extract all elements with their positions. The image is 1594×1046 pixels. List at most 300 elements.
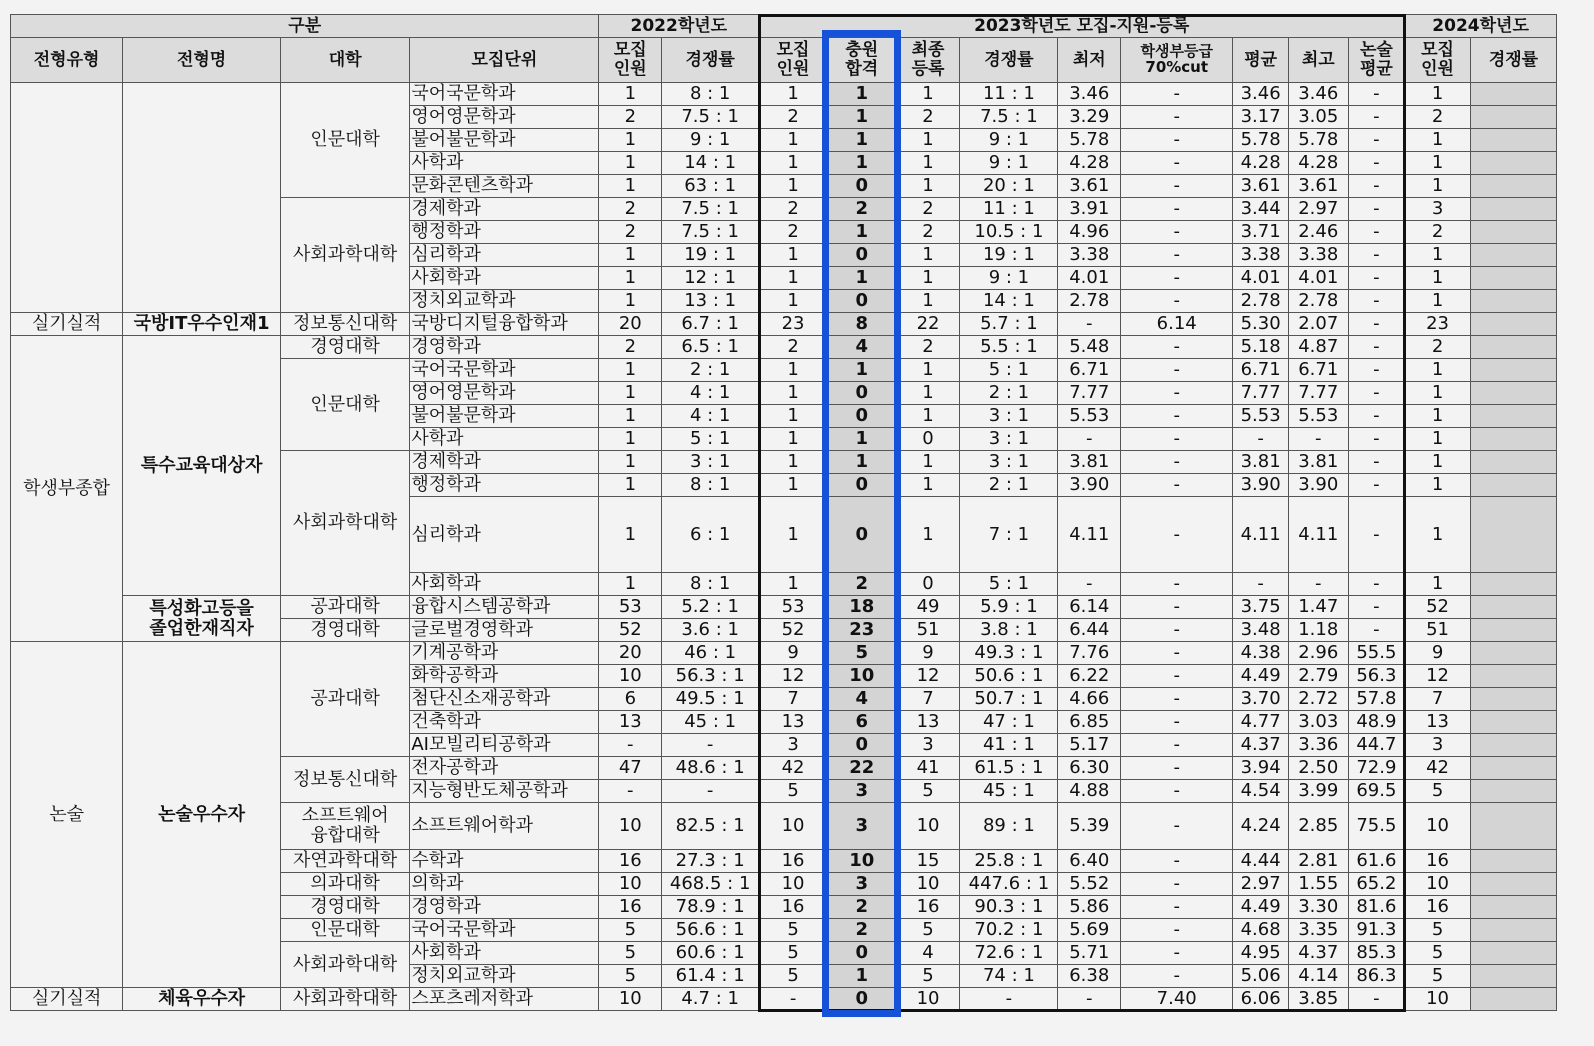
cell-rate-2022: - xyxy=(662,780,759,803)
cell-rate-2022: 4 : 1 xyxy=(662,405,759,428)
cell-recruit-2024: 1 xyxy=(1405,382,1471,405)
cell-min: 3.29 xyxy=(1058,106,1121,129)
cell-final: 2 xyxy=(896,336,960,359)
cell-recruit-2024: 1 xyxy=(1405,428,1471,451)
cell-final: 1 xyxy=(896,451,960,474)
cell-recruit-2022: 1 xyxy=(599,244,662,267)
cell-avg: 4.49 xyxy=(1233,665,1289,688)
col-header-type: 전형유형 xyxy=(11,38,123,83)
cell-max: 5.53 xyxy=(1288,405,1348,428)
cell-max: 3.90 xyxy=(1288,474,1348,497)
cell-recruit-2023: 5 xyxy=(759,942,828,965)
cell-recruit-2024: 2 xyxy=(1405,221,1471,244)
cell-unit: 경영학과 xyxy=(410,896,599,919)
cell-max: 3.30 xyxy=(1288,896,1348,919)
cell-rate-2023: 49.3 : 1 xyxy=(960,642,1058,665)
cell-chung: 0 xyxy=(827,175,896,198)
cell-rate-2022: 3.6 : 1 xyxy=(662,619,759,642)
cell-recruit-2023: 9 xyxy=(759,642,828,665)
cell-recruit-2022: 10 xyxy=(599,665,662,688)
cell-recruit-2022: 20 xyxy=(599,642,662,665)
header-2024: 2024학년도 xyxy=(1405,15,1557,38)
cell-min: 3.38 xyxy=(1058,244,1121,267)
cell-unit: AI모빌리티공학과 xyxy=(410,734,599,757)
cell-recruit-2022: 1 xyxy=(599,405,662,428)
cell-chung: 2 xyxy=(827,919,896,942)
header-2022: 2022학년도 xyxy=(599,15,759,38)
cell-chung: 1 xyxy=(827,106,896,129)
table-row xyxy=(11,988,1557,1011)
cell-max: 4.11 xyxy=(1288,497,1348,573)
cell-rate-2023: 19 : 1 xyxy=(960,244,1058,267)
cell-rate-2024 xyxy=(1470,919,1556,942)
cell-chung: 2 xyxy=(827,896,896,919)
cell-max: 2.97 xyxy=(1288,198,1348,221)
cell-rate-2022: 8 : 1 xyxy=(662,83,759,106)
cell-cut: - xyxy=(1121,129,1233,152)
cell-rate-2022: 6 : 1 xyxy=(662,497,759,573)
cell-cut: - xyxy=(1121,152,1233,175)
cell-recruit-2023: 3 xyxy=(759,734,828,757)
cell-type: 논술 xyxy=(11,642,123,988)
cell-recruit-2024: 3 xyxy=(1405,734,1471,757)
cell-essay: - xyxy=(1348,474,1405,497)
cell-chung: 18 xyxy=(827,596,896,619)
cell-cut: - xyxy=(1121,198,1233,221)
cell-essay: - xyxy=(1348,106,1405,129)
cell-avg: 4.95 xyxy=(1233,942,1289,965)
cell-essay: 81.6 xyxy=(1348,896,1405,919)
cell-rate-2022: 46 : 1 xyxy=(662,642,759,665)
cell-chung: 10 xyxy=(827,850,896,873)
cell-recruit-2024: 1 xyxy=(1405,405,1471,428)
cell-college: 인문대학 xyxy=(280,919,409,942)
cell-recruit-2022: 2 xyxy=(599,336,662,359)
cell-final: 1 xyxy=(896,83,960,106)
cell-avg: 3.44 xyxy=(1233,198,1289,221)
cell-recruit-2024: 12 xyxy=(1405,665,1471,688)
cell-final: 0 xyxy=(896,428,960,451)
cell-max: 2.46 xyxy=(1288,221,1348,244)
cell-final: 2 xyxy=(896,221,960,244)
cell-recruit-2023: 1 xyxy=(759,573,828,596)
cell-recruit-2024: 10 xyxy=(1405,988,1471,1011)
cell-cut: - xyxy=(1121,619,1233,642)
cell-cut: - xyxy=(1121,359,1233,382)
cell-recruit-2022: 1 xyxy=(599,83,662,106)
cell-recruit-2022: 16 xyxy=(599,850,662,873)
cell-chung: 1 xyxy=(827,428,896,451)
cell-rate-2024 xyxy=(1470,596,1556,619)
table-row xyxy=(11,83,1557,106)
cell-rate-2024 xyxy=(1470,106,1556,129)
cell-recruit-2023: 10 xyxy=(759,873,828,896)
cell-college: 인문대학 xyxy=(280,359,409,451)
cell-rate-2022: 19 : 1 xyxy=(662,244,759,267)
cell-unit: 영어영문학과 xyxy=(410,382,599,405)
cell-chung: 1 xyxy=(827,451,896,474)
cell-unit: 경제학과 xyxy=(410,451,599,474)
cell-recruit-2022: 10 xyxy=(599,873,662,896)
cell-min: 7.76 xyxy=(1058,642,1121,665)
cell-recruit-2023: 5 xyxy=(759,965,828,988)
cell-essay: 55.5 xyxy=(1348,642,1405,665)
cell-max: 2.78 xyxy=(1288,290,1348,313)
cell-college: 사회과학대학 xyxy=(280,988,409,1011)
cell-chung: 3 xyxy=(827,780,896,803)
cell-essay: - xyxy=(1348,988,1405,1011)
cell-recruit-2022: 1 xyxy=(599,474,662,497)
cell-final: 1 xyxy=(896,359,960,382)
cell-avg: 3.71 xyxy=(1233,221,1289,244)
header-2023: 2023학년도 모집-지원-등록 xyxy=(759,15,1405,38)
cell-recruit-2023: 1 xyxy=(759,267,828,290)
cell-avg: 4.68 xyxy=(1233,919,1289,942)
cell-min: 4.88 xyxy=(1058,780,1121,803)
table-row xyxy=(11,336,1557,359)
cell-rate-2023: 7.5 : 1 xyxy=(960,106,1058,129)
cell-college: 소프트웨어 융합대학 xyxy=(280,803,409,850)
cell-unit: 정치외교학과 xyxy=(410,965,599,988)
cell-final: 1 xyxy=(896,129,960,152)
cell-essay: - xyxy=(1348,152,1405,175)
cell-max: 3.61 xyxy=(1288,175,1348,198)
cell-recruit-2023: 42 xyxy=(759,757,828,780)
cell-recruit-2023: 53 xyxy=(759,596,828,619)
cell-avg: 4.24 xyxy=(1233,803,1289,850)
cell-max: 4.28 xyxy=(1288,152,1348,175)
col-header-name: 전형명 xyxy=(123,38,281,83)
cell-min: 6.85 xyxy=(1058,711,1121,734)
cell-rate-2023: 70.2 : 1 xyxy=(960,919,1058,942)
cell-recruit-2023: 2 xyxy=(759,221,828,244)
cell-min: 7.77 xyxy=(1058,382,1121,405)
cell-max: 2.07 xyxy=(1288,313,1348,336)
cell-rate-2022: 7.5 : 1 xyxy=(662,198,759,221)
cell-rate-2022: 48.6 : 1 xyxy=(662,757,759,780)
cell-chung: 0 xyxy=(827,474,896,497)
col-header-rate-2023: 경쟁률 xyxy=(960,38,1058,83)
cell-rate-2024 xyxy=(1470,129,1556,152)
cell-recruit-2023: 1 xyxy=(759,451,828,474)
cell-name: 국방IT우수인재1 xyxy=(123,313,281,336)
cell-rate-2022: 6.5 : 1 xyxy=(662,336,759,359)
cell-max: - xyxy=(1288,573,1348,596)
cell-final: 1 xyxy=(896,175,960,198)
table-row xyxy=(11,642,1557,665)
col-header-recruit-2023: 모집 인원 xyxy=(759,38,828,83)
cell-recruit-2023: 1 xyxy=(759,428,828,451)
cell-cut: - xyxy=(1121,267,1233,290)
cell-avg: 4.28 xyxy=(1233,152,1289,175)
cell-chung: 1 xyxy=(827,221,896,244)
cell-max: 2.96 xyxy=(1288,642,1348,665)
cell-chung: 0 xyxy=(827,244,896,267)
cell-unit: 글로벌경영학과 xyxy=(410,619,599,642)
cell-unit: 스포츠레저학과 xyxy=(410,988,599,1011)
cell-unit: 국어국문학과 xyxy=(410,83,599,106)
cell-rate-2022: 63 : 1 xyxy=(662,175,759,198)
cell-rate-2023: 9 : 1 xyxy=(960,129,1058,152)
cell-rate-2023: 74 : 1 xyxy=(960,965,1058,988)
cell-min: 3.91 xyxy=(1058,198,1121,221)
cell-final: 15 xyxy=(896,850,960,873)
cell-rate-2022: 6.7 : 1 xyxy=(662,313,759,336)
cell-rate-2024 xyxy=(1470,359,1556,382)
cell-min: 6.71 xyxy=(1058,359,1121,382)
cell-rate-2022: 60.6 : 1 xyxy=(662,942,759,965)
cell-essay: - xyxy=(1348,573,1405,596)
cell-college: 자연과학대학 xyxy=(280,850,409,873)
cell-rate-2023: 14 : 1 xyxy=(960,290,1058,313)
cell-rate-2022: 82.5 : 1 xyxy=(662,803,759,850)
cell-cut: - xyxy=(1121,711,1233,734)
cell-unit: 수학과 xyxy=(410,850,599,873)
cell-unit: 화학공학과 xyxy=(410,665,599,688)
cell-recruit-2023: 1 xyxy=(759,359,828,382)
cell-recruit-2023: 5 xyxy=(759,919,828,942)
cell-recruit-2023: 13 xyxy=(759,711,828,734)
cell-rate-2024 xyxy=(1470,665,1556,688)
cell-essay: 72.9 xyxy=(1348,757,1405,780)
cell-max: 1.55 xyxy=(1288,873,1348,896)
cell-max: 3.36 xyxy=(1288,734,1348,757)
cell-rate-2024 xyxy=(1470,451,1556,474)
cell-chung: 4 xyxy=(827,688,896,711)
cell-recruit-2023: 2 xyxy=(759,336,828,359)
cell-recruit-2022: 5 xyxy=(599,942,662,965)
cell-name: 특수교육대상자 xyxy=(123,336,281,596)
cell-min: 4.66 xyxy=(1058,688,1121,711)
cell-chung: 1 xyxy=(827,965,896,988)
cell-recruit-2023: 16 xyxy=(759,850,828,873)
cell-recruit-2023: 1 xyxy=(759,405,828,428)
cell-essay: - xyxy=(1348,336,1405,359)
cell-recruit-2023: 1 xyxy=(759,175,828,198)
cell-max: 4.14 xyxy=(1288,965,1348,988)
cell-max: 3.03 xyxy=(1288,711,1348,734)
cell-final: 22 xyxy=(896,313,960,336)
cell-cut: - xyxy=(1121,405,1233,428)
cell-final: 4 xyxy=(896,942,960,965)
cell-rate-2023: 89 : 1 xyxy=(960,803,1058,850)
cell-chung: 0 xyxy=(827,405,896,428)
cell-max: 1.18 xyxy=(1288,619,1348,642)
cell-recruit-2023: - xyxy=(759,988,828,1011)
cell-recruit-2024: 2 xyxy=(1405,336,1471,359)
cell-rate-2023: 9 : 1 xyxy=(960,152,1058,175)
cell-cut: - xyxy=(1121,336,1233,359)
cell-college: 정보통신대학 xyxy=(280,313,409,336)
cell-unit: 국어국문학과 xyxy=(410,919,599,942)
cell-avg: 6.06 xyxy=(1233,988,1289,1011)
cell-rate-2024 xyxy=(1470,642,1556,665)
cell-recruit-2024: 16 xyxy=(1405,850,1471,873)
cell-recruit-2024: 5 xyxy=(1405,780,1471,803)
cell-unit: 기계공학과 xyxy=(410,642,599,665)
cell-college: 사회과학대학 xyxy=(280,451,409,596)
cell-unit: 정치외교학과 xyxy=(410,290,599,313)
cell-chung: 1 xyxy=(827,129,896,152)
cell-unit: 소프트웨어학과 xyxy=(410,803,599,850)
cell-rate-2023: 50.6 : 1 xyxy=(960,665,1058,688)
cell-avg: 3.48 xyxy=(1233,619,1289,642)
cell-final: 1 xyxy=(896,290,960,313)
cell-name: 특성화고등을 졸업한재직자 xyxy=(123,596,281,642)
cell-unit: 행정학과 xyxy=(410,474,599,497)
col-header-college: 대학 xyxy=(280,38,409,83)
cell-recruit-2024: 5 xyxy=(1405,965,1471,988)
cell-max: 3.46 xyxy=(1288,83,1348,106)
col-header-max: 최고 xyxy=(1288,38,1348,83)
cell-rate-2024 xyxy=(1470,152,1556,175)
cell-cut: - xyxy=(1121,451,1233,474)
cell-essay: 86.3 xyxy=(1348,965,1405,988)
cell-recruit-2024: 2 xyxy=(1405,106,1471,129)
cell-rate-2024 xyxy=(1470,988,1556,1011)
cell-rate-2023: 2 : 1 xyxy=(960,382,1058,405)
cell-final: 5 xyxy=(896,965,960,988)
cell-cut: - xyxy=(1121,965,1233,988)
cell-recruit-2022: 5 xyxy=(599,965,662,988)
cell-chung: 1 xyxy=(827,267,896,290)
cell-rate-2023: 5.9 : 1 xyxy=(960,596,1058,619)
cell-recruit-2023: 1 xyxy=(759,497,828,573)
cell-cut: - xyxy=(1121,382,1233,405)
cell-recruit-2022: 1 xyxy=(599,359,662,382)
cell-rate-2023: 9 : 1 xyxy=(960,267,1058,290)
cell-cut: - xyxy=(1121,244,1233,267)
cell-avg: 5.30 xyxy=(1233,313,1289,336)
cell-cut: - xyxy=(1121,757,1233,780)
cell-recruit-2024: 10 xyxy=(1405,873,1471,896)
cell-rate-2024 xyxy=(1470,497,1556,573)
cell-rate-2024 xyxy=(1470,803,1556,850)
cell-rate-2024 xyxy=(1470,313,1556,336)
cell-max: 4.87 xyxy=(1288,336,1348,359)
cell-rate-2022: 7.5 : 1 xyxy=(662,221,759,244)
cell-cut: - xyxy=(1121,873,1233,896)
cell-final: 7 xyxy=(896,688,960,711)
cell-rate-2023: 72.6 : 1 xyxy=(960,942,1058,965)
cell-final: 12 xyxy=(896,665,960,688)
cell-rate-2023: 41 : 1 xyxy=(960,734,1058,757)
cell-rate-2024 xyxy=(1470,573,1556,596)
cell-avg: 4.38 xyxy=(1233,642,1289,665)
cell-rate-2022: 5 : 1 xyxy=(662,428,759,451)
cell-recruit-2024: 10 xyxy=(1405,803,1471,850)
cell-cut: - xyxy=(1121,596,1233,619)
cell-essay: - xyxy=(1348,267,1405,290)
col-header-recruit-2022: 모집 인원 xyxy=(599,38,662,83)
cell-final: 1 xyxy=(896,382,960,405)
cell-min: 4.01 xyxy=(1058,267,1121,290)
cell-essay: - xyxy=(1348,405,1405,428)
cell-recruit-2024: 1 xyxy=(1405,497,1471,573)
cell-rate-2024 xyxy=(1470,474,1556,497)
cell-final: 5 xyxy=(896,780,960,803)
cell-essay: - xyxy=(1348,382,1405,405)
cell-name: 체육우수자 xyxy=(123,988,281,1011)
cell-recruit-2022: 1 xyxy=(599,129,662,152)
cell-rate-2024 xyxy=(1470,619,1556,642)
cell-rate-2024 xyxy=(1470,688,1556,711)
cell-rate-2023: 11 : 1 xyxy=(960,198,1058,221)
cell-recruit-2024: 16 xyxy=(1405,896,1471,919)
cell-min: 3.46 xyxy=(1058,83,1121,106)
cell-recruit-2023: 1 xyxy=(759,152,828,175)
cell-unit: 건축학과 xyxy=(410,711,599,734)
cell-name xyxy=(123,83,281,313)
cell-min: - xyxy=(1058,428,1121,451)
cell-rate-2024 xyxy=(1470,267,1556,290)
cell-max: 2.50 xyxy=(1288,757,1348,780)
table-body xyxy=(11,83,1557,1011)
cell-essay: 57.8 xyxy=(1348,688,1405,711)
cell-avg: 3.81 xyxy=(1233,451,1289,474)
cell-unit: 전자공학과 xyxy=(410,757,599,780)
cell-final: 1 xyxy=(896,152,960,175)
cell-min: 5.71 xyxy=(1058,942,1121,965)
cell-cut: - xyxy=(1121,942,1233,965)
cell-recruit-2023: 1 xyxy=(759,474,828,497)
cell-essay: - xyxy=(1348,175,1405,198)
cell-avg: - xyxy=(1233,428,1289,451)
cell-rate-2024 xyxy=(1470,405,1556,428)
cell-college: 정보통신대학 xyxy=(280,757,409,803)
cell-rate-2023: - xyxy=(960,988,1058,1011)
cell-rate-2024 xyxy=(1470,850,1556,873)
cell-rate-2022: 8 : 1 xyxy=(662,573,759,596)
cell-cut: - xyxy=(1121,850,1233,873)
cell-min: 6.14 xyxy=(1058,596,1121,619)
cell-min: - xyxy=(1058,313,1121,336)
cell-rate-2022: 7.5 : 1 xyxy=(662,106,759,129)
cell-rate-2022: 2 : 1 xyxy=(662,359,759,382)
cell-essay: - xyxy=(1348,619,1405,642)
cell-cut: - xyxy=(1121,175,1233,198)
cell-chung: 4 xyxy=(827,336,896,359)
cell-cut: - xyxy=(1121,474,1233,497)
cell-avg: 3.61 xyxy=(1233,175,1289,198)
cell-recruit-2024: 1 xyxy=(1405,244,1471,267)
cell-rate-2023: 5.7 : 1 xyxy=(960,313,1058,336)
cell-avg: 5.78 xyxy=(1233,129,1289,152)
cell-chung: 5 xyxy=(827,642,896,665)
cell-chung: 3 xyxy=(827,873,896,896)
cell-min: 6.40 xyxy=(1058,850,1121,873)
cell-chung: 2 xyxy=(827,573,896,596)
cell-avg: 4.77 xyxy=(1233,711,1289,734)
cell-recruit-2023: 1 xyxy=(759,83,828,106)
cell-rate-2022: 49.5 : 1 xyxy=(662,688,759,711)
cell-rate-2022: 4.7 : 1 xyxy=(662,988,759,1011)
cell-final: 9 xyxy=(896,642,960,665)
cell-chung: 0 xyxy=(827,497,896,573)
cell-avg: 5.53 xyxy=(1233,405,1289,428)
cell-unit: 사회학과 xyxy=(410,267,599,290)
cell-rate-2022: 5.2 : 1 xyxy=(662,596,759,619)
cell-min: 4.28 xyxy=(1058,152,1121,175)
cell-recruit-2022: 1 xyxy=(599,290,662,313)
col-header-min: 최저 xyxy=(1058,38,1121,83)
cell-unit: 국방디지털융합학과 xyxy=(410,313,599,336)
cell-rate-2023: 7 : 1 xyxy=(960,497,1058,573)
cell-max: 6.71 xyxy=(1288,359,1348,382)
cell-rate-2024 xyxy=(1470,711,1556,734)
cell-type: 실기실적 xyxy=(11,313,123,336)
cell-college: 사회과학대학 xyxy=(280,942,409,988)
